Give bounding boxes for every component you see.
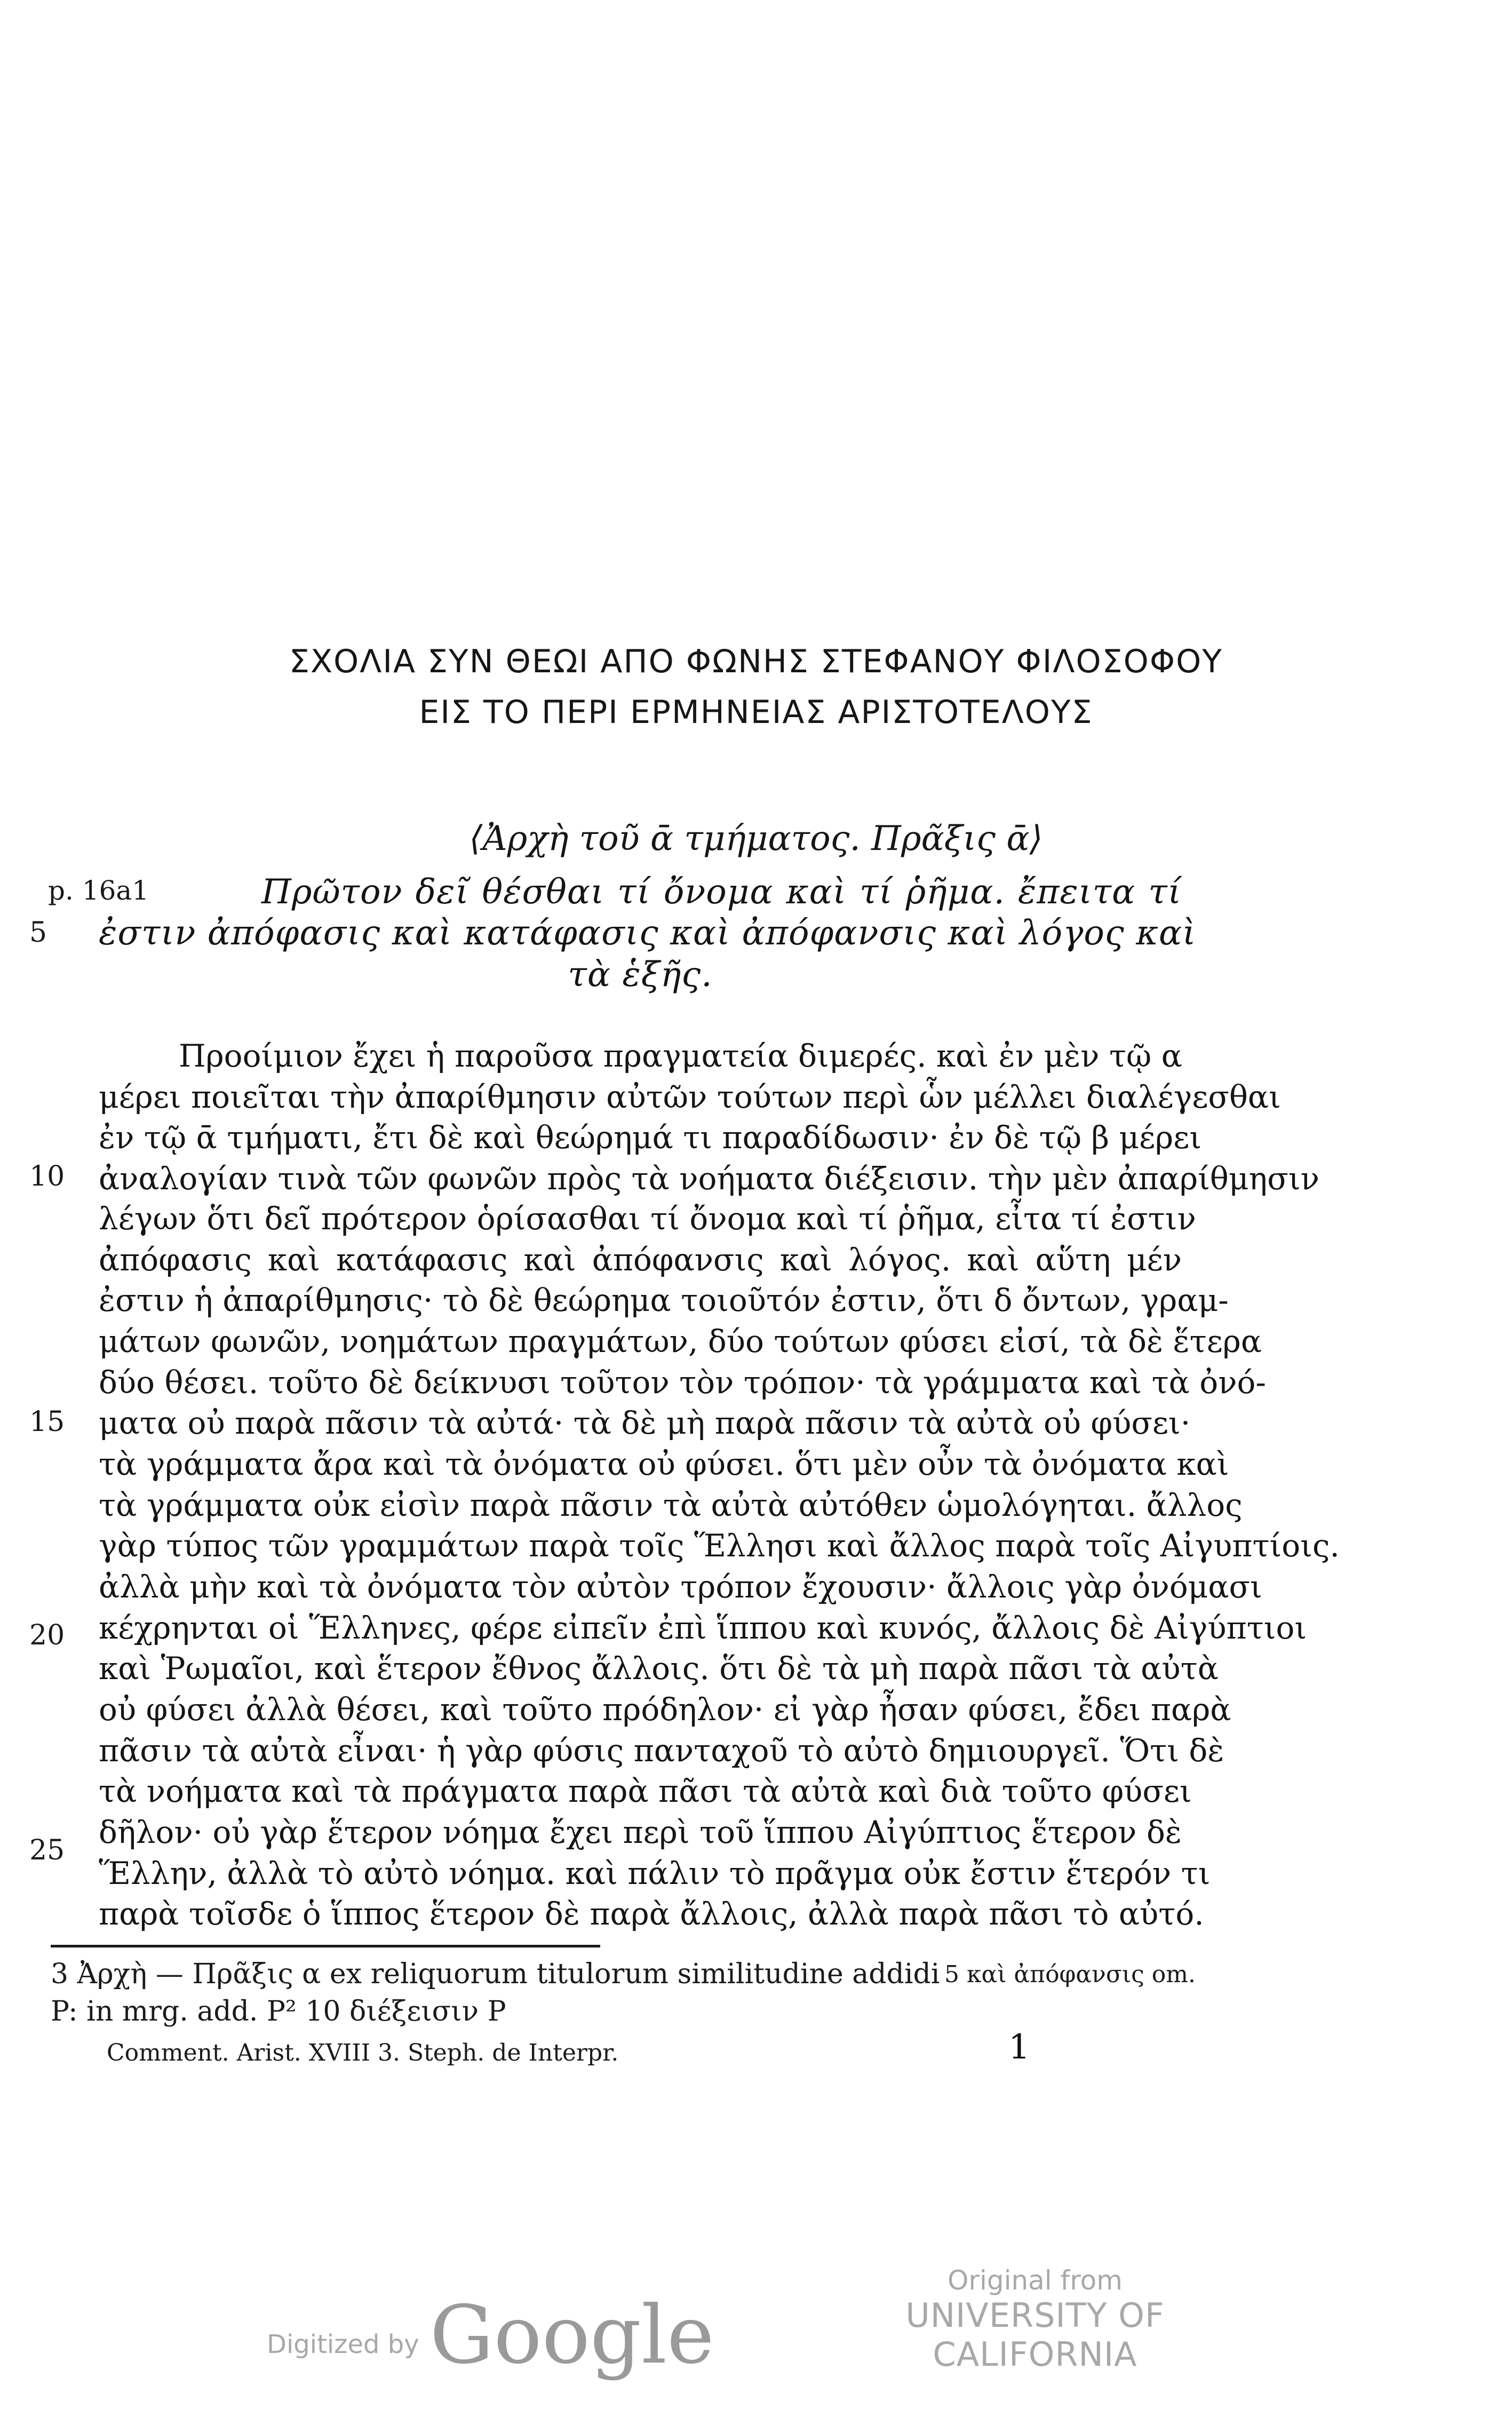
body-line: τὰ γράμματα οὐκ εἰσὶν παρὰ πᾶσιν τὰ αὐτὰ αὐτόθεν ὡμολόγηται. ἄλλος	[99, 1487, 1243, 1523]
apparatus-note: 3 Ἀρχὴ — Πρᾶξις α ex reliquorum titulorum similitudine addidi	[51, 1958, 940, 1990]
body-line: μάτων φωνῶν, νοημάτων πραγμάτων, δύο τούτων φύσει εἰσί, τὰ δὲ ἕτερα	[99, 1323, 1262, 1359]
body-line: ἀλλὰ μὴν καὶ τὰ ὀνόματα τὸν αὐτὸν τρόπον ἔχουσιν· ἄλλοις γὰρ ὀνόμασι	[99, 1569, 1262, 1605]
body-line: Ἕλλην, ἀλλὰ τὸ αὐτὸ νόημα. καὶ πάλιν τὸ πρᾶγμα οὐκ ἔστιν ἕτερόν τι	[99, 1855, 1211, 1891]
body-line: ἀναλογίαν τινὰ τῶν φωνῶν πρὸς τὰ νοήματα διέξεισιν. τὴν μὲν ἀπαρίθμησιν	[99, 1160, 1319, 1197]
section-heading: ⟨Ἀρχὴ τοῦ ᾱ τμήματος. Πρᾶξις ᾱ⟩	[469, 819, 1043, 858]
line-number-15: 15	[29, 1406, 65, 1438]
body-line: τὰ νοήματα καὶ τὰ πράγματα παρὰ πᾶσι τὰ αὐτὰ καὶ διὰ τοῦτο φύσει	[99, 1773, 1192, 1809]
series-footer: Comment. Arist. XVIII 3. Steph. de Interpr.	[107, 2039, 619, 2066]
body-line: ἀπόφασις καὶ κατάφασις καὶ ἀπόφανσις καὶ λόγος. καὶ αὕτη μέν	[99, 1242, 1182, 1278]
line-number-20: 20	[29, 1619, 65, 1651]
body-line: δύο θέσει. τοῦτο δὲ δείκνυσι τοῦτον τὸν τρόπον· τὰ γράμματα καὶ τὰ ὀνό-	[99, 1364, 1266, 1401]
body-line: πᾶσιν τὰ αὐτὰ εἶναι· ἡ γὰρ φύσις πανταχοῦ τὸ αὐτὸ δημιουργεῖ. Ὅτι δὲ	[99, 1732, 1224, 1769]
page-number: 1	[1008, 2028, 1030, 2067]
body-line: Προοίμιον ἔχει ἡ παροῦσα πραγματεία διμερές. καὶ ἐν μὲν τῷ α	[179, 1038, 1182, 1074]
body-line: ματα οὐ παρὰ πᾶσιν τὰ αὐτά· τὰ δὲ μὴ παρὰ πᾶσιν τὰ αὐτὰ οὐ φύσει·	[99, 1405, 1191, 1441]
apparatus-note: P: in mrg. add. P² 10 διέξεισιν P	[51, 1995, 506, 2028]
line-number-25: 25	[29, 1834, 65, 1866]
lemma-line: τὰ ἑξῆς.	[568, 955, 713, 995]
digitized-by-label: Digitized by	[267, 2329, 419, 2359]
body-line: παρὰ τοῖσδε ὁ ἵππος ἕτερον δὲ παρὰ ἄλλοις, ἀλλὰ παρὰ πᾶσι τὸ αὐτό.	[99, 1896, 1204, 1932]
line-number-10: 10	[29, 1160, 65, 1192]
body-line: ἐστιν ἡ ἀπαρίθμησις· τὸ δὲ θεώρημα τοιοῦτόν ἐστιν, ὅτι δ ὄντων, γραμ-	[99, 1282, 1229, 1318]
body-line: ἐν τῷ ᾱ τμήματι, ἔτι δὲ καὶ θεώρημά τι παραδίδωσιν· ἐν δὲ τῷ β μέρει	[99, 1119, 1202, 1156]
lemma-line: ἐστιν ἀπόφασις καὶ κατάφασις καὶ ἀπόφανσις καὶ λόγος καὶ	[99, 913, 1197, 953]
line-number-5: 5	[29, 917, 47, 949]
body-line: οὐ φύσει ἀλλὰ θέσει, καὶ τοῦτο πρόδηλον· εἰ γὰρ ἦσαν φύσει, ἔδει παρὰ	[99, 1691, 1231, 1728]
digitized-by-watermark	[267, 2289, 714, 2382]
body-line: τὰ γράμματα ἄρα καὶ τὰ ὀνόματα οὐ φύσει. ὅτι μὲν οὖν τὰ ὀνόματα καὶ	[99, 1446, 1229, 1482]
body-line: γὰρ τύπος τῶν γραμμάτων παρὰ τοῖς Ἕλλησι καὶ ἄλλος παρὰ τοῖς Αἰγυπτίοις.	[99, 1528, 1340, 1564]
google-logo: Google	[429, 2289, 714, 2382]
document-title-line-1: ΣΧΟΛΙΑ ΣΥΝ ΘΕΩΙ ΑΠΟ ΦΩΝΗΣ ΣΤΕΦΑΝΟΥ ΦΙΛΟΣΟΦΟΥ	[289, 643, 1223, 680]
body-line: λέγων ὅτι δεῖ πρότερον ὁρίσασθαι τί ὄνομα καὶ τί ῥῆμα, εἶτα τί ἐστιν	[99, 1200, 1196, 1237]
body-line: δῆλον· οὐ γὰρ ἕτερον νόημα ἔχει περὶ τοῦ ἵππου Αἰγύπτιος ἕτερον δὲ	[99, 1814, 1182, 1850]
original-from-label: Original from	[948, 2265, 1123, 2296]
apparatus-note: 5 καὶ ἀπόφανσις om.	[944, 1961, 1196, 1988]
body-line: κέχρηνται οἱ Ἕλληνες, φέρε εἰπεῖν ἐπὶ ἵππου καὶ κυνός, ἄλλοις δὲ Αἰγύπτιοι	[99, 1610, 1307, 1646]
institution-label: UNIVERSITY OF CALIFORNIA	[905, 2296, 1165, 2374]
body-line: καὶ Ῥωμαῖοι, καὶ ἕτερον ἔθνος ἄλλοις. ὅτι δὲ τὰ μὴ παρὰ πᾶσι τὰ αὐτὰ	[99, 1650, 1219, 1687]
lemma-line: Πρῶτον δεῖ θέσθαι τί ὄνομα καὶ τί ῥῆμα. ἔπειτα τί	[261, 872, 1182, 912]
body-line: μέρει ποιεῖται τὴν ἀπαρίθμησιν αὐτῶν τούτων περὶ ὧν μέλλει διαλέγεσθαι	[99, 1079, 1281, 1115]
original-from-watermark	[822, 2265, 1248, 2374]
page-reference: p. 16a1	[48, 875, 149, 906]
footnote-separator	[51, 1945, 600, 1947]
document-title-line-2: ΕΙΣ ΤΟ ΠΕΡΙ ΕΡΜΗΝΕΙΑΣ ΑΡΙΣΤΟΤΕΛΟΥΣ	[419, 694, 1093, 731]
